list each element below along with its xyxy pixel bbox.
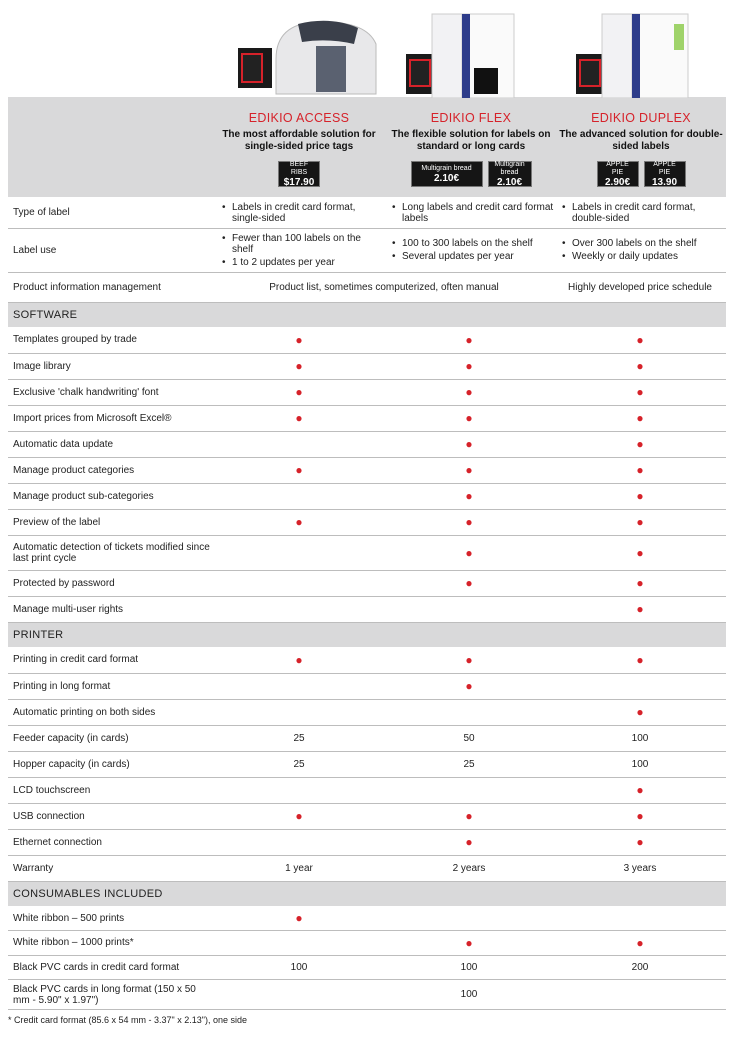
row-label: Warranty: [8, 855, 214, 881]
product-column-access: [214, 97, 384, 187]
feature-dot-icon: ●: [554, 829, 726, 855]
bullet-item: • Long labels and credit card format labels: [392, 202, 554, 224]
table-row: [8, 829, 726, 855]
cell-value: [554, 980, 726, 1010]
table-row: [8, 570, 726, 596]
row-label: Product information management: [8, 272, 214, 302]
label-sample: Multigrain bread 2.10€: [411, 161, 483, 187]
feature-dot-icon: ●: [384, 509, 554, 535]
product-header: [8, 0, 726, 198]
row-label: Exclusive 'chalk handwriting' font: [8, 379, 214, 405]
cell-value: 25: [214, 751, 384, 777]
table-row: [8, 198, 726, 228]
table-row: [8, 405, 726, 431]
feature-dot-icon: ●: [214, 353, 384, 379]
cell-value: [384, 777, 554, 803]
feature-dot-icon: ●: [384, 535, 554, 570]
feature-dot-icon: ●: [384, 353, 554, 379]
label-sample: BEEF RIBS $17.90: [278, 161, 320, 187]
cell-value: 100: [554, 725, 726, 751]
cell-value: 25: [214, 725, 384, 751]
product-name: EDIKIO ACCESS: [248, 111, 350, 125]
table-row: [8, 777, 726, 803]
feature-dot-icon: ●: [384, 803, 554, 829]
label-sample-front: APPLE PIE 2.90€: [597, 161, 639, 187]
section-title: PRINTER: [8, 622, 726, 647]
cell-value: [214, 596, 384, 622]
cell-value: [384, 906, 554, 931]
table-row: [8, 980, 726, 1010]
feature-dot-icon: ●: [554, 596, 726, 622]
cell-bullets: [384, 228, 554, 272]
table-row: [8, 353, 726, 379]
row-label: Preview of the label: [8, 509, 214, 535]
table-row: [8, 906, 726, 931]
section-title: CONSUMABLES INCLUDED: [8, 881, 726, 906]
feature-dot-icon: ●: [214, 327, 384, 353]
row-label: Printing in credit card format: [8, 647, 214, 673]
cell-value: [214, 931, 384, 956]
row-label: LCD touchscreen: [8, 777, 214, 803]
feature-dot-icon: ●: [554, 405, 726, 431]
bullet-item: • Several updates per year: [392, 251, 554, 262]
table-row: [8, 596, 726, 622]
table-row: [8, 855, 726, 881]
bullet-item: • Labels in credit card format, double-sided: [562, 202, 726, 224]
cell-value: 100: [384, 980, 554, 1010]
table-row: [8, 457, 726, 483]
feature-dot-icon: ●: [554, 483, 726, 509]
product-subtitle: The flexible solution for labels on standard or long cards: [391, 129, 551, 152]
feature-dot-icon: ●: [554, 647, 726, 673]
row-label: Automatic data update: [8, 431, 214, 457]
product-column-flex: [386, 97, 556, 187]
row-label: Black PVC cards in credit card format: [8, 955, 214, 980]
cell-value: 3 years: [554, 855, 726, 881]
feature-dot-icon: ●: [384, 483, 554, 509]
feature-dot-icon: ●: [384, 829, 554, 855]
row-label: Import prices from Microsoft Excel®: [8, 405, 214, 431]
product-subtitle: The advanced solution for double-sided labels: [559, 129, 723, 152]
label-sample: Multigrain bread 2.10€: [488, 161, 532, 187]
feature-dot-icon: ●: [554, 431, 726, 457]
table-row: [8, 803, 726, 829]
row-label: Manage product categories: [8, 457, 214, 483]
row-label: Image library: [8, 353, 214, 379]
feature-dot-icon: ●: [384, 405, 554, 431]
bullet-item: • 1 to 2 updates per year: [222, 257, 384, 268]
row-label: Hopper capacity (in cards): [8, 751, 214, 777]
cell-value: [214, 980, 384, 1010]
cell-value: 100: [214, 955, 384, 980]
cell-value: [384, 699, 554, 725]
product-column-duplex: [556, 97, 726, 187]
cell-value: [214, 483, 384, 509]
row-label: Automatic printing on both sides: [8, 699, 214, 725]
feature-dot-icon: ●: [554, 379, 726, 405]
cell-value: Highly developed price schedule: [554, 272, 726, 302]
feature-dot-icon: ●: [214, 379, 384, 405]
comparison-page: [8, 0, 726, 1025]
section-header-row: [8, 881, 726, 906]
table-row: [8, 673, 726, 699]
product-name: EDIKIO DUPLEX: [591, 111, 691, 125]
bullet-item: • Labels in credit card format, single-sided: [222, 202, 384, 224]
feature-dot-icon: ●: [214, 405, 384, 431]
edikio-access-printer-image: [236, 4, 386, 98]
bullet-item: • Over 300 labels on the shelf: [562, 238, 726, 249]
cell-value: 2 years: [384, 855, 554, 881]
table-row: [8, 931, 726, 956]
row-label: White ribbon – 500 prints: [8, 906, 214, 931]
cell-value: 200: [554, 955, 726, 980]
section-title: SOFTWARE: [8, 302, 726, 327]
cell-value: 100: [554, 751, 726, 777]
cell-value: [214, 431, 384, 457]
row-label: USB connection: [8, 803, 214, 829]
feature-dot-icon: ●: [384, 931, 554, 956]
row-label: Ethernet connection: [8, 829, 214, 855]
feature-dot-icon: ●: [384, 327, 554, 353]
product-subtitle: The most affordable solution for single-sided price tags: [222, 129, 376, 152]
feature-dot-icon: ●: [554, 535, 726, 570]
feature-dot-icon: ●: [384, 647, 554, 673]
cell-bullets: [554, 228, 726, 272]
section-header-row: [8, 622, 726, 647]
table-row: [8, 228, 726, 272]
cell-value: [554, 906, 726, 931]
feature-dot-icon: ●: [554, 327, 726, 353]
table-row: [8, 431, 726, 457]
cell-value: [214, 570, 384, 596]
feature-dot-icon: ●: [384, 379, 554, 405]
cell-value: [214, 535, 384, 570]
table-row: [8, 379, 726, 405]
section-header-row: [8, 302, 726, 327]
product-name: EDIKIO FLEX: [430, 111, 512, 125]
row-label: Feeder capacity (in cards): [8, 725, 214, 751]
feature-dot-icon: ●: [214, 803, 384, 829]
label-sample-back: APPLE PIE 13.90: [644, 161, 686, 187]
footnote: * Credit card format (85.6 x 54 mm - 3.37" x 2.13"), one side: [8, 1015, 247, 1025]
cell-value: [384, 596, 554, 622]
row-label: Printing in long format: [8, 673, 214, 699]
table-row: [8, 699, 726, 725]
table-row: [8, 327, 726, 353]
cell-value: [214, 673, 384, 699]
row-label: Manage product sub-categories: [8, 483, 214, 509]
bullet-item: • 100 to 300 labels on the shelf: [392, 238, 554, 249]
cell-value: [214, 829, 384, 855]
table-row: [8, 955, 726, 980]
row-label: Type of label: [8, 198, 214, 228]
feature-dot-icon: ●: [554, 699, 726, 725]
table-row: [8, 751, 726, 777]
feature-dot-icon: ●: [384, 673, 554, 699]
cell-bullets: [214, 198, 384, 228]
feature-dot-icon: ●: [554, 457, 726, 483]
feature-dot-icon: ●: [554, 777, 726, 803]
feature-dot-icon: ●: [554, 570, 726, 596]
cell-value: 100: [384, 955, 554, 980]
feature-dot-icon: ●: [214, 906, 384, 931]
feature-dot-icon: ●: [554, 353, 726, 379]
comparison-table: [8, 198, 726, 1010]
table-row: [8, 272, 726, 302]
cell-value: [554, 673, 726, 699]
feature-dot-icon: ●: [214, 647, 384, 673]
feature-dot-icon: ●: [554, 509, 726, 535]
cell-bullets: [384, 198, 554, 228]
row-label: White ribbon – 1000 prints*: [8, 931, 214, 956]
row-label: Label use: [8, 228, 214, 272]
feature-dot-icon: ●: [214, 457, 384, 483]
edikio-duplex-printer-image: [576, 4, 700, 98]
edikio-flex-printer-image: [406, 4, 526, 98]
bullet-item: • Fewer than 100 labels on the shelf: [222, 233, 384, 255]
cell-bullets: [214, 228, 384, 272]
cell-value: Product list, sometimes computerized, often manual: [214, 272, 554, 302]
row-label: Protected by password: [8, 570, 214, 596]
cell-value: [214, 699, 384, 725]
cell-value: 50: [384, 725, 554, 751]
table-row: [8, 483, 726, 509]
cell-value: 25: [384, 751, 554, 777]
row-label: Black PVC cards in long format (150 x 50 mm - 5.90" x 1.97"): [8, 980, 214, 1010]
feature-dot-icon: ●: [554, 803, 726, 829]
row-label: Automatic detection of tickets modified since last print cycle: [8, 535, 214, 570]
bullet-item: • Weekly or daily updates: [562, 251, 726, 262]
feature-dot-icon: ●: [384, 431, 554, 457]
cell-value: 1 year: [214, 855, 384, 881]
feature-dot-icon: ●: [214, 509, 384, 535]
feature-dot-icon: ●: [384, 570, 554, 596]
feature-dot-icon: ●: [554, 931, 726, 956]
row-label: Templates grouped by trade: [8, 327, 214, 353]
table-row: [8, 647, 726, 673]
feature-dot-icon: ●: [384, 457, 554, 483]
cell-value: [214, 777, 384, 803]
row-label: Manage multi-user rights: [8, 596, 214, 622]
cell-bullets: [554, 198, 726, 228]
table-row: [8, 725, 726, 751]
table-row: [8, 509, 726, 535]
table-row: [8, 535, 726, 570]
